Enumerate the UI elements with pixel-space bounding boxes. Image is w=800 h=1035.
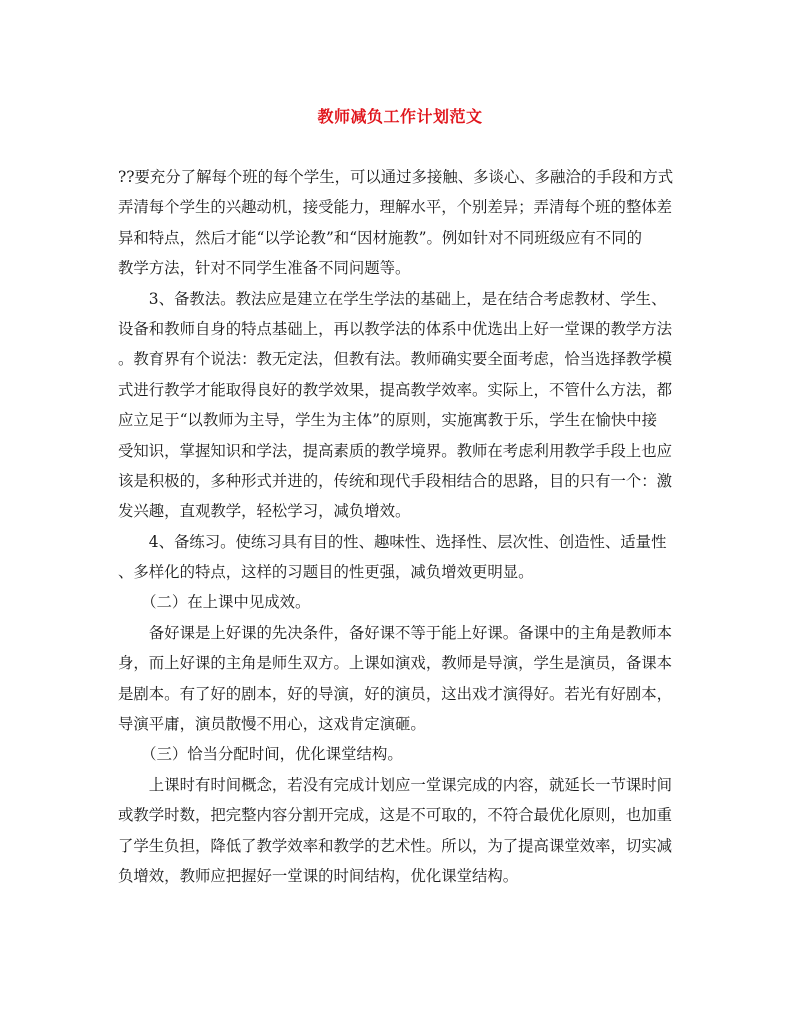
text-line: 负增效，教师应把握好一堂课的时间结构，优化课堂结构。 [118,866,519,885]
text-line: 教学方法，针对不同学生准备不同问题等。 [118,259,411,278]
document-title: 教师减负工作计划范文 [317,107,483,126]
text-line: 、多样化的特点，这样的习题目的性更强，减负增效更明显。 [118,563,534,582]
text-line: 上课时有时间概念，若没有完成计划应一堂课完成的内容，就延长一节课时间 [118,775,673,794]
paragraph [118,587,686,617]
text-line: 该是积极的，多种形式并进的，传统和现代手段相结合的思路，目的只有一个：激 [118,471,673,490]
text-line: 或教学时数，把完整内容分割开完成，这是不可取的，不符合最优化原则，也加重 [118,806,673,825]
text-line: 导演平庸，演员散慢不用心，这戏肯定演砸。 [118,715,426,734]
text-line: 应立足于“以教师为主导，学生为主体”的原则，实施寓教于乐，学生在愉快中接 [118,411,658,430]
text-line: 。教育界有个说法：教无定法，但教有法。教师确实要全面考虑，恰当选择教学模 [118,350,673,369]
text-line: 受知识，掌握知识和学法，提高素质的教学境界。教师在考虑利用教学手段上也应 [118,441,673,460]
text-line: 3、备教法。教法应是建立在学生学法的基础上，是在结合考虑教材、学生、 [118,289,667,308]
paragraph [118,162,686,284]
text-line: （二）在上课中见成效。 [118,593,311,612]
text-line: 身，而上好课的主角是师生双方。上课如演戏，教师是导演，学生是演员，备课本 [118,654,673,673]
text-line: 异和特点，然后才能“以学论教”和“因材施教”。例如针对不同班级应有不同的 [118,228,642,247]
text-line: 设备和教师自身的特点基础上，再以教学法的体系中优选出上好一堂课的教学方法 [118,319,673,338]
paragraph [118,284,686,527]
text-line: （三）恰当分配时间，优化课堂结构。 [118,745,403,764]
text-line: 式进行教学才能取得良好的教学效果，提高教学效率。实际上，不管什么方法，都 [118,380,673,399]
paragraph [118,618,686,740]
text-line: 是剧本。有了好的剧本，好的导演，好的演员，这出戏才演得好。若光有好剧本， [118,684,673,703]
paragraph [118,739,686,769]
text-line: 4、备练习。使练习具有目的性、趣味性、选择性、层次性、创造性、适量性 [118,532,667,551]
paragraph [118,527,686,588]
text-line: 了学生负担，降低了教学效率和教学的艺术性。所以，为了提高课堂效率，切实减 [118,836,673,855]
text-line: ??要充分了解每个班的每个学生，可以通过多接触、多谈心、多融洽的手段和方式 [118,168,674,186]
text-line: 备好课是上好课的先决条件，备好课不等于能上好课。备课中的主角是教师本 [118,623,673,642]
document-body [118,162,686,891]
text-line: 发兴趣，直观教学，轻松学习，减负增效。 [118,502,411,521]
text-line: 弄清每个学生的兴趣动机，接受能力，理解水平，个别差异；弄清每个班的整体差 [118,198,673,217]
paragraph [118,770,686,892]
